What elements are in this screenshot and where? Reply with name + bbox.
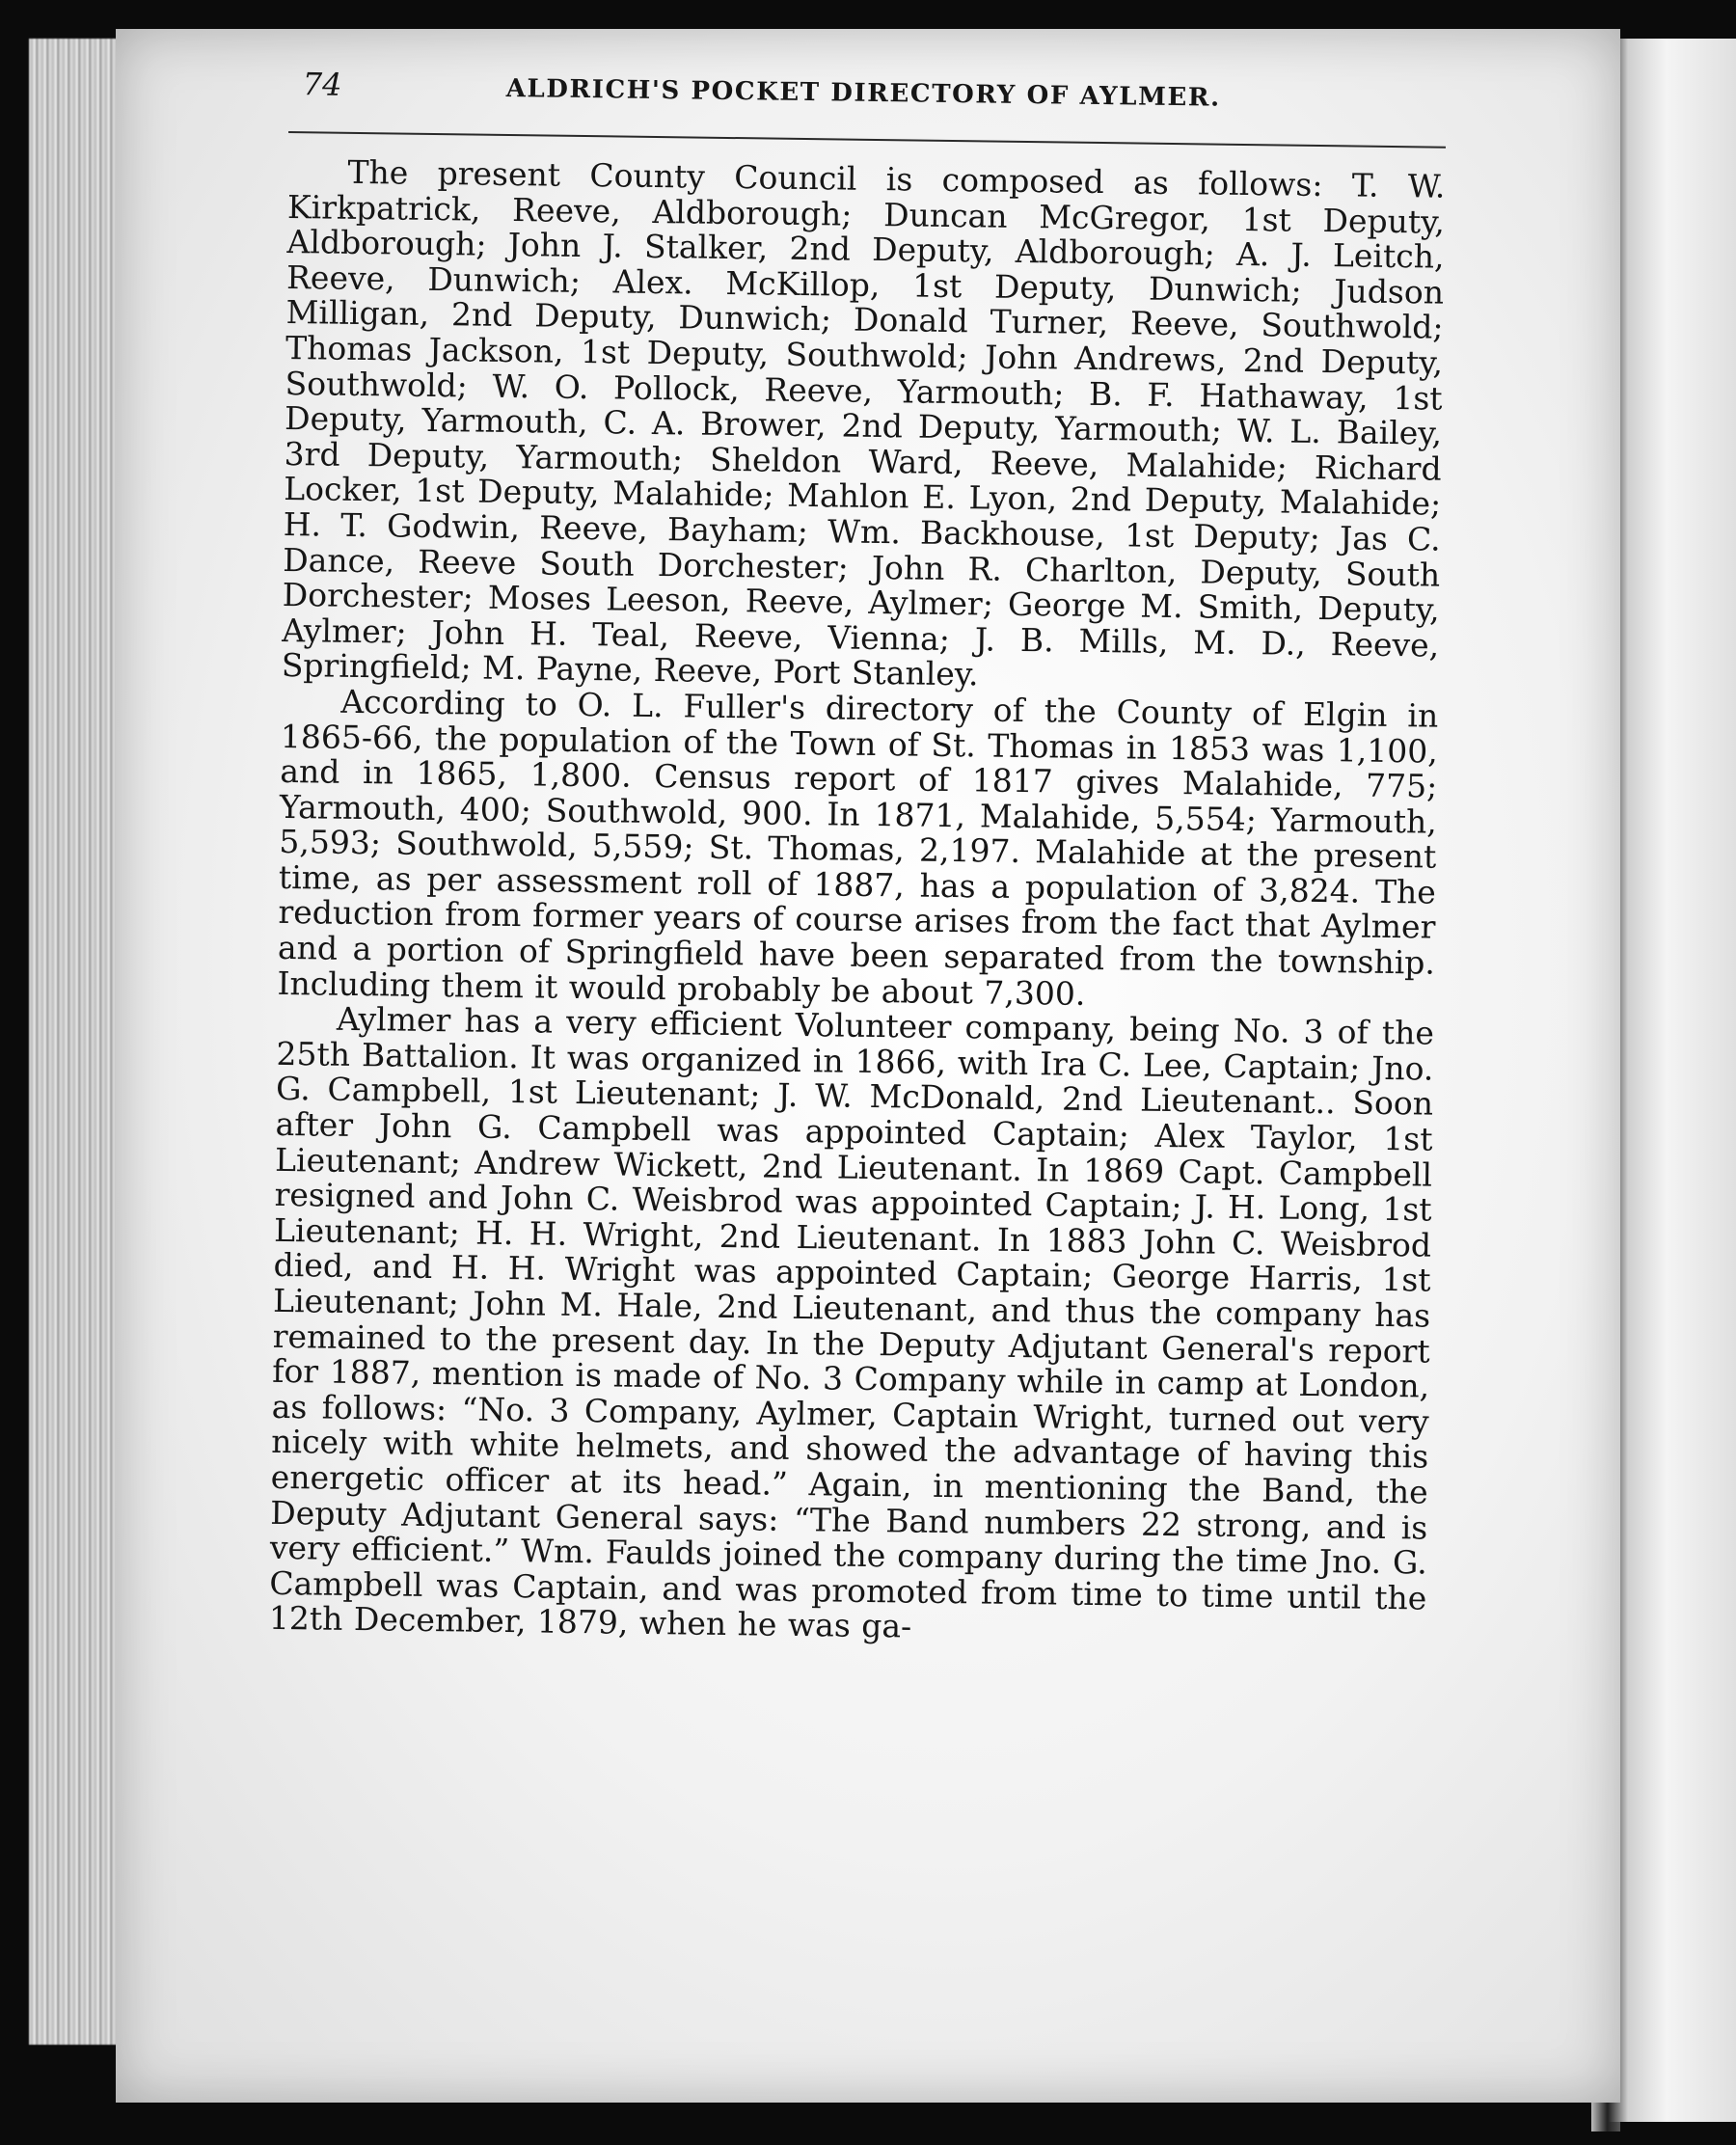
paragraph-population: According to O. L. Fuller's directory of the County of Elgin in 1865-66, the population of the Town of St. Thomas in 1853 was 1,100, and in 1865, 1,800. Census report of 1817 gives Malahide, 775; Yarmouth, 400; Southwold, 900. In 1871, Malahide, 5,554; Yarmouth, 5,593; Southwold, 5,559; St. Thomas, 2,197. Malahide at the present time, as per assessment roll of 1887, has a population of 3,824. The reduction from former years of course arises from the fact that Aylmer and a portion of Springfield have been separated from the township. Including them it would probably be about 7,300.	[277, 682, 1439, 1013]
facing-page-edge	[1609, 39, 1736, 2122]
header-rule	[288, 131, 1446, 149]
paragraph-county-council: The present County Council is composed as follows: T. W. Kirkpatrick, Reeve, Aldborough; Duncan McGregor, 1st Deputy, Aldborough; John J. Stalker, 2nd Deputy, Aldborough; A. J. Leitch, Reeve, Dunwich; Alex. McKillop, 1st Deputy, Dunwich; Judson Milligan, 2nd Deputy, Dunwich; Donald Turner, Reeve, Southwold; Thomas Jackson, 1st Deputy, Southwold; John Andrews, 2nd Deputy, Southwold; W. O. Pollock, Reeve, Yarmouth; B. F. Hathaway, 1st Deputy, Yarmouth, C. A. Brower, 2nd Deputy, Yarmouth; W. L. Bailey, 3rd Deputy, Yarmouth; Sheldon Ward, Reeve, Malahide; Richard Locker, 1st Deputy, Malahide; Mahlon E. Lyon, 2nd Deputy, Malahide; H. T. Godwin, Reeve, Bayham; Wm. Backhouse, 1st Deputy; Jas C. Dance, Reeve South Dorchester; John R. Charlton, Deputy, South Dorchester; Moses Leeson, Reeve, Aylmer; George M. Smith, Deputy, Aylmer; John H. Teal, Reeve, Vienna; J. B. Mills, M. D., Reeve, Springfield; M. Payne, Reeve, Port Stanley.	[281, 152, 1446, 693]
running-head: ALDRICH'S POCKET DIRECTORY OF AYLMER.	[505, 73, 1221, 113]
page-number: 74	[302, 66, 342, 103]
paragraph-volunteer-company: Aylmer has a very efficient Volunteer company, being No. 3 of the 25th Battalion. It was organized in 1866, with Ira C. Lee, Captain; Jno. G. Campbell, 1st Lieutenant; J. W. McDonald, 2nd Lieutenant.. Soon after John G. Campbell was appointed Captain; Alex Taylor, 1st Lieutenant; Andrew Wickett, 2nd Lieutenant. In 1869 Capt. Campbell resigned and John C. Weisbrod was appointed Captain; J. H. Long, 1st Lieutenant; H. H. Wright, 2nd Lieutenant. In 1883 John C. Weisbrod died, and H. H. Wright was appointed Captain; George Harris, 1st Lieutenant; John M. Hale, 2nd Lieutenant, and thus the company has remained to the present day. In the Deputy Adjutant General's report for 1887, mention is made of No. 3 Company while in camp at London, as follows: “No. 3 Company, Aylmer, Captain Wright, turned out very nicely with white helmets, and showed the advantage of having this energetic officer at its head.” Again, in mentioning the Band, the Deputy Adjutant General says: “The Band numbers 22 strong, and is very efficient.” Wm. Faulds joined the company during the time Jno. G. Campbell was Captain, and was promoted from time to time until the 12th December, 1879, when he was ga-	[268, 999, 1435, 1645]
page-content	[269, 64, 1447, 1652]
